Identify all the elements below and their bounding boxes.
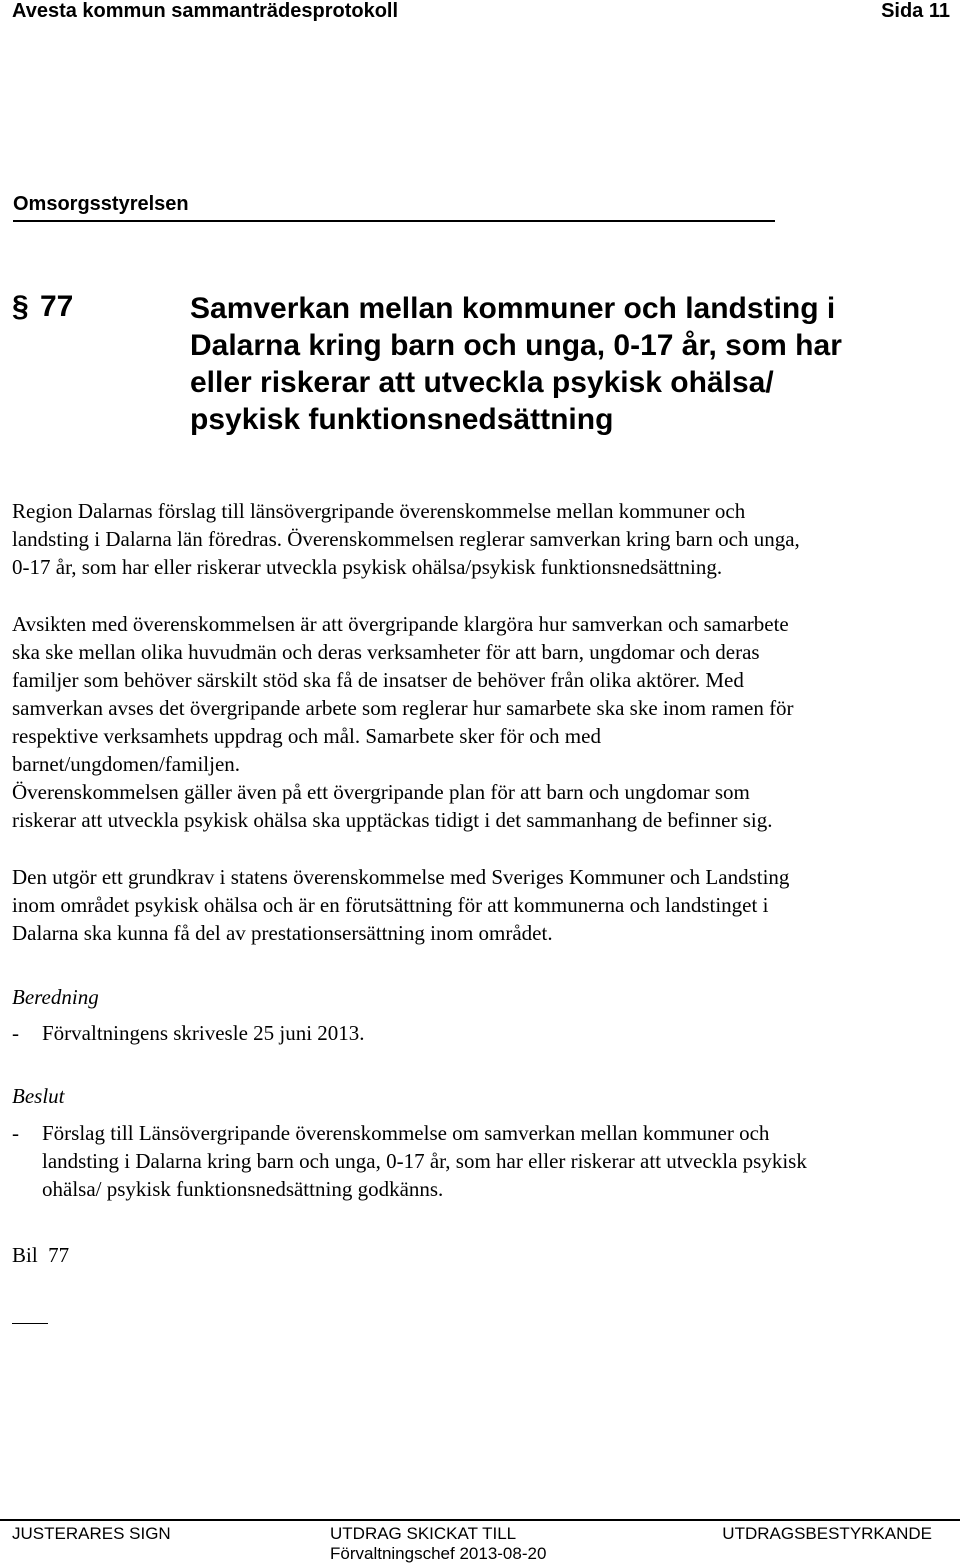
section-title-line: Dalarna kring barn och unga, 0-17 år, som har <box>190 329 842 362</box>
text-line: Region Dalarnas förslag till länsövergripande överenskommelse mellan kommuner och <box>12 499 746 523</box>
text-line: Avsikten med överenskommelsen är att övergripande klargöra hur samverkan och samarbete <box>12 612 789 636</box>
board-underline <box>13 220 775 222</box>
text-line: riskerar att utveckla psykisk ohälsa ska upptäckas tidigt i det sammanhang de befinner sig. <box>12 808 773 832</box>
text-line: Överenskommelsen gäller även på ett övergripande plan för att barn och ungdomar som <box>12 780 750 804</box>
section-title <box>190 290 930 438</box>
paragraph-intro <box>12 497 942 581</box>
text-line: Den utgör ett grundkrav i statens överenskommelse med Sveriges Kommuner och Landsting <box>12 865 790 889</box>
footer-recipient: Förvaltningschef 2013-08-20 <box>330 1544 547 1563</box>
beredning-list <box>12 1019 942 1047</box>
footer-utdragsbestyrkande: UTDRAGSBESTYRKANDE <box>722 1524 932 1543</box>
list-item <box>42 1019 942 1047</box>
list-dash: - <box>12 1121 19 1145</box>
attachment-reference: Bil 77 <box>12 1243 70 1267</box>
text-line: respektive verksamhets uppdrag och mål. Samarbete sker för och med <box>12 724 601 748</box>
section-title-line: eller riskerar att utveckla psykisk ohälsa/ <box>190 366 774 399</box>
text-line: familjer som behöver särskilt stöd ska få de insatser de behöver från olika aktörer. Med <box>12 668 744 692</box>
text-line: 0-17 år, som har eller riskerar utveckla psykisk ohälsa/psykisk funktionsnedsättning. <box>12 555 723 579</box>
section-symbol: § <box>12 290 29 323</box>
section-title-line: psykisk funktionsnedsättning <box>190 403 614 436</box>
beslut-list <box>12 1119 942 1203</box>
paragraph-purpose <box>12 610 942 834</box>
text-line: Förslag till Länsövergripande överenskommelse om samverkan mellan kommuner och <box>42 1121 770 1145</box>
beredning-heading: Beredning <box>12 985 99 1009</box>
text-line: landsting i Dalarna kring barn och unga, 0-17 år, som har eller riskerar att utveckla psykisk <box>42 1149 807 1173</box>
text-line: ska ske mellan olika huvudmän och deras verksamheter för att barn, ungdomar och deras <box>12 640 760 664</box>
text-line: samverkan avses det övergripande arbete som reglerar hur samarbete ska ske inom ramen för <box>12 696 794 720</box>
section-number: 77 <box>40 290 74 323</box>
page-number: Sida 11 <box>881 0 950 22</box>
board-name: Omsorgsstyrelsen <box>13 193 189 215</box>
list-dash: - <box>12 1021 19 1045</box>
attachment-underline <box>12 1323 48 1324</box>
text-line: Förvaltningens skrivesle 25 juni 2013. <box>42 1021 365 1045</box>
list-item <box>42 1119 942 1203</box>
paragraph-requirement <box>12 863 942 947</box>
text-line: inom området psykisk ohälsa och är en förutsättning för att kommunerna och landstinget i <box>12 893 769 917</box>
text-line: Dalarna ska kunna få del av prestationsersättning inom området. <box>12 921 553 945</box>
text-line: barnet/ungdomen/familjen. <box>12 752 241 776</box>
text-line: landsting i Dalarna län föredras. Överenskommelsen reglerar samverkan kring barn och unga, <box>12 527 800 551</box>
footer-justerares-sign: JUSTERARES SIGN <box>12 1524 171 1543</box>
document-header-title: Avesta kommun sammanträdesprotokoll <box>12 0 399 22</box>
footer-rule <box>0 1519 960 1521</box>
beslut-heading: Beslut <box>12 1084 65 1108</box>
text-line: ohälsa/ psykisk funktionsnedsättning godkänns. <box>42 1177 444 1201</box>
section-title-line: Samverkan mellan kommuner och landsting i <box>190 292 836 325</box>
footer-utdrag-skickat-till: UTDRAG SKICKAT TILL <box>330 1524 517 1543</box>
